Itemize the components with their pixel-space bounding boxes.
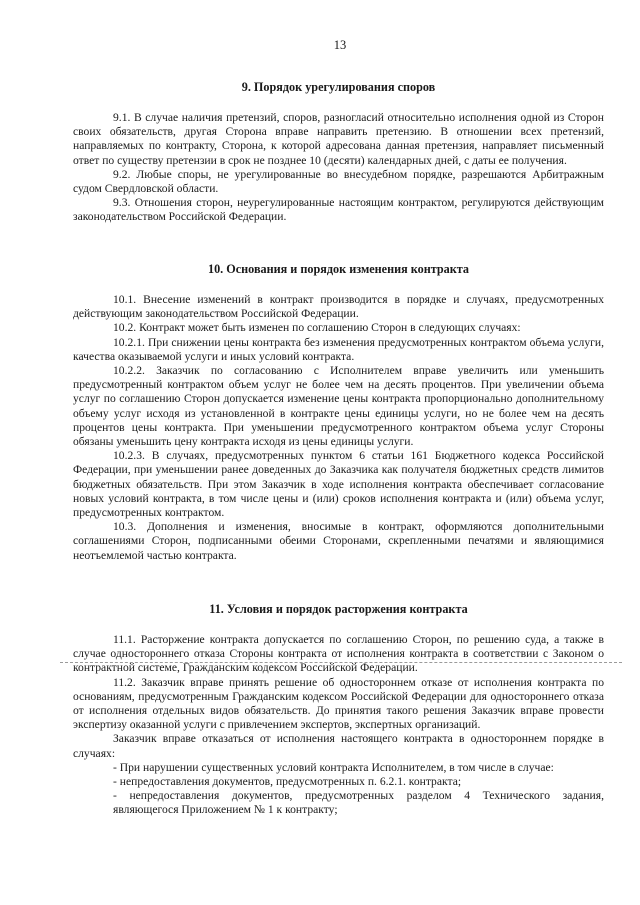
section-10-heading: 10. Основания и порядок изменения контракта xyxy=(207,262,470,276)
list-item: - При нарушении существенных условий контракта Исполнителем, в том числе в случае: xyxy=(113,760,554,774)
paragraph-11-1: 11.1. Расторжение контракта допускается по соглашению Сторон, по решению суда, а также в случае одностороннего отказа Стороны контракта от исполнения контракта в соответствии с Законом о контрактной системе, Гражданским кодексом Российской Федерации. xyxy=(73,633,604,675)
section-11-heading: 11. Условия и порядок расторжения контракта xyxy=(209,602,468,616)
list-item: - непредоставления документов, предусмотренных разделом 4 Технического задания, являющегося Приложением № 1 к контракту; xyxy=(113,789,604,817)
section-10 xyxy=(73,262,604,563)
section-9-heading: 9. Порядок урегулирования споров xyxy=(241,80,436,94)
list-item: - непредоставления документов, предусмотренных п. 6.2.1. контракта; xyxy=(113,775,462,789)
paragraph-9-3: 9.3. Отношения сторон, неурегулированные настоящим контрактом, регулируются действующим законодательством Российской Федерации. xyxy=(73,196,604,224)
paragraph-9-2: 9.2. Любые споры, не урегулированные во внесудебном порядке, разрешаются Арбитражным судом Свердловской области. xyxy=(73,167,604,196)
scan-fold-line xyxy=(60,662,622,663)
paragraph-10-3: 10.3. Дополнения и изменения, вносимые в контракт, оформляются дополнительными соглашениями Сторон, подписанными обеими Сторонами, скрепленными печатями и являющимися неотъемлемой частью контракта. xyxy=(73,520,604,562)
paragraph-10-2-2: 10.2.2. Заказчик по согласованию с Исполнителем вправе увеличить или уменьшить предусмотренный контрактом объем услуг не более чем на десять процентов. При увеличении объема услуг по соглашению Сторон допускается изменение цены контракта пропорционально дополнительному объему услуг исходя из установленной в контракте цены единицы услуги, но не более чем на десять процентов цены контракта. При уменьшении предусмотренного контрактом объема услуг Стороны обязаны уменьшить цену контракта исходя из цены единицы услуги. xyxy=(73,364,604,449)
paragraph-10-2-1: 10.2.1. При снижении цены контракта без изменения предусмотренных контрактом объема услуги, качества оказываемой услуги и иных условий контракта. xyxy=(73,335,604,363)
section-11 xyxy=(73,602,604,818)
paragraph-11-refusal-intro: Заказчик вправе отказаться от исполнения настоящего контракта в одностороннем порядке в случаях: xyxy=(73,732,604,760)
section-9 xyxy=(73,80,604,225)
paragraph-10-1: 10.1. Внесение изменений в контракт производится в порядке и случаях, предусмотренных действующим законодательством Российской Федерации. xyxy=(73,293,604,321)
paragraph-10-2: 10.2. Контракт может быть изменен по соглашению Сторон в следующих случаях: xyxy=(113,321,521,335)
paragraph-11-2: 11.2. Заказчик вправе принять решение об одностороннем отказе от исполнения контракта по основаниям, предусмотренным Гражданским кодексом Российской Федерации для одностороннего отказа от исполнения отдельных видов обязательств. До принятия такого решения Заказчик вправе провести экспертизу оказанной услуги с привлечением экспертов, экспертных организаций. xyxy=(73,675,604,732)
paragraph-10-2-3: 10.2.3. В случаях, предусмотренных пунктом 6 статьи 161 Бюджетного кодекса Российской Федерации, при уменьшении ранее доведенных до Заказчика как получателя бюджетных средств лимитов бюджетных обязательств. При этом Заказчик в ходе исполнения контракта обеспечивает согласование новых условий контракта, в том числе цены и (или) сроков исполнения контракта и (или) объема услуг, предусмотренных контрактом. xyxy=(73,449,604,520)
page-number: 13 xyxy=(333,38,347,52)
paragraph-9-1: 9.1. В случае наличия претензий, споров, разногласий относительно исполнения одной из Сторон своих обязательств, другая Сторона вправе направить претензию. В отношении всех претензий, направляемых по контракту, Сторона, к которой адресована данная претензия, направляет письменный ответ по существу претензии в срок не позднее 10 (десяти) календарных дней, с даты ее получения. xyxy=(73,111,604,167)
